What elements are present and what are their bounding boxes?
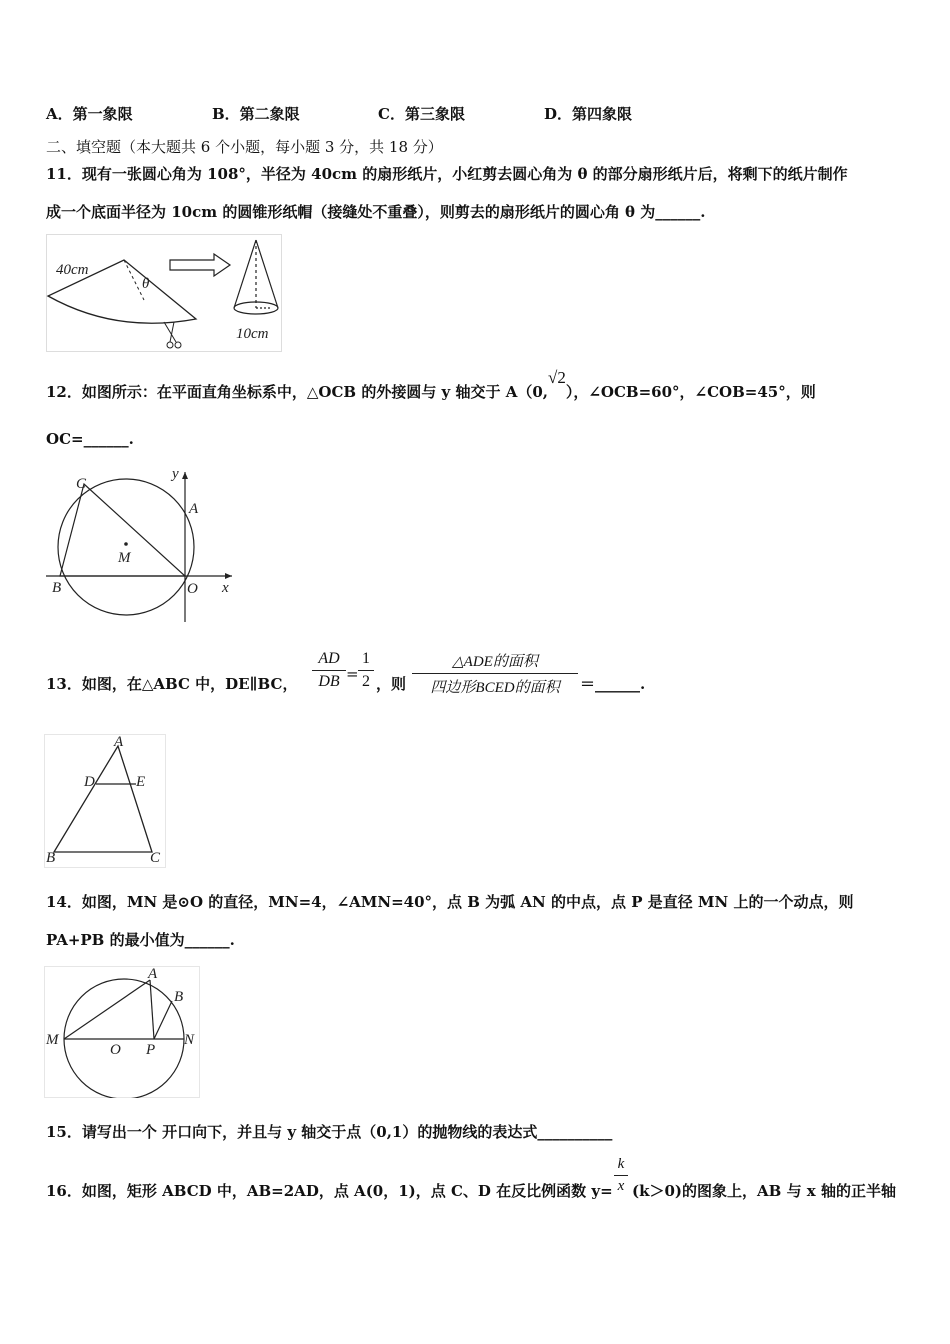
q12-sqrt: √2 [548,368,566,387]
q13-label-e: E [136,774,146,790]
q11-line2: 成一个底面半径为 10cm 的圆锥形纸帽（接缝处不重叠），则剪去的扇形纸片的圆心角 θ 为______. [46,203,706,221]
q12-label-x: x [222,580,229,596]
option-c: C．第三象限 [378,105,465,123]
q12-label-b: B [52,580,62,596]
q13-frac3-num: △ADE的面积 [452,654,538,670]
q11-label-radius: 40cm [56,262,89,278]
q13-label-c: C [150,850,161,866]
q13-frac1-den: DB [318,673,340,690]
q13-figure [44,734,166,868]
q12-label-a: A [189,501,199,517]
option-b: B．第二象限 [212,105,300,123]
q16-frac [614,1156,628,1195]
q13-frac2-den: 2 [362,673,370,690]
q12-line1 [46,368,816,402]
q14-label-b: B [174,989,184,1005]
q13-frac2 [358,650,374,691]
q11-label-base: 10cm [236,326,269,342]
q16-lead: 16．如图，矩形 ABCD 中，AB=2AD，点 A(0，1)，点 C、D 在反比例函数 y= [46,1182,613,1200]
q14-line2: PA+PB 的最小值为______. [46,931,235,949]
q13-lead: 13．如图，在△ABC 中，DE∥BC， [46,675,298,693]
q13-tail: ＝______. [580,675,646,693]
q12-figure [44,466,238,626]
q13-frac3-den: 四边形BCED的面积 [430,680,560,696]
q14-label-o: O [110,1042,121,1058]
section-title: 二、填空题（本大题共 6 个小题，每小题 3 分，共 18 分） [46,138,443,156]
q12-label-m: M [118,550,131,566]
q16-frac-den: x [617,1178,625,1194]
q12-line1-b: ），∠OCB=60°，∠COB=45°，则 [565,383,816,401]
q15-line1: 15．请写出一个 开口向下，并且与 y 轴交于点（0,1）的抛物线的表达式__________ [46,1123,613,1141]
q11-label-theta: θ [142,276,150,292]
q12-line1-a: 12．如图所示：在平面直角坐标系中，△OCB 的外接圆与 y 轴交于 A（0, [46,383,548,401]
q16-tail: (k＞0)的图象上，AB 与 x 轴的正半轴 [632,1182,896,1200]
q13-frac1-num: AD [318,650,340,667]
q12-line2: OC=______. [46,430,134,448]
option-d: D．第四象限 [544,105,633,123]
q11-line1: 11．现有一张圆心角为 108°，半径为 40cm 的扇形纸片，小红剪去圆心角为 θ 的部分扇形纸片后，将剩下的纸片制作 [46,165,848,183]
scissors-icon [164,322,181,348]
q12-label-o: O [187,581,198,597]
q13-mid: ，则 [376,675,407,693]
cone-shape [234,240,278,314]
q12-label-y: y [172,466,179,482]
option-a: A．第一象限 [46,105,133,123]
q13-frac2-num: 1 [362,650,370,667]
q13-eq: = [346,665,359,683]
q13-label-a: A [114,734,124,750]
q13-frac1 [312,650,346,691]
q11-figure [46,234,282,352]
q13-frac3 [412,650,578,697]
q13-label-b: B [46,850,56,866]
q14-label-p: P [146,1042,156,1058]
q14-line1: 14．如图，MN 是⊙O 的直径，MN=4，∠AMN=40°，点 B 为弧 AN 的中点，点 P 是直径 MN 上的一个动点，则 [46,893,854,911]
q14-label-m: M [46,1032,59,1048]
q14-label-a: A [148,966,158,982]
q13-label-d: D [84,774,95,790]
q14-figure [44,966,200,1098]
q14-label-n: N [184,1032,195,1048]
q16-frac-num: k [617,1156,625,1172]
q12-label-c: C [76,476,87,492]
arrow-right-icon [170,254,230,276]
